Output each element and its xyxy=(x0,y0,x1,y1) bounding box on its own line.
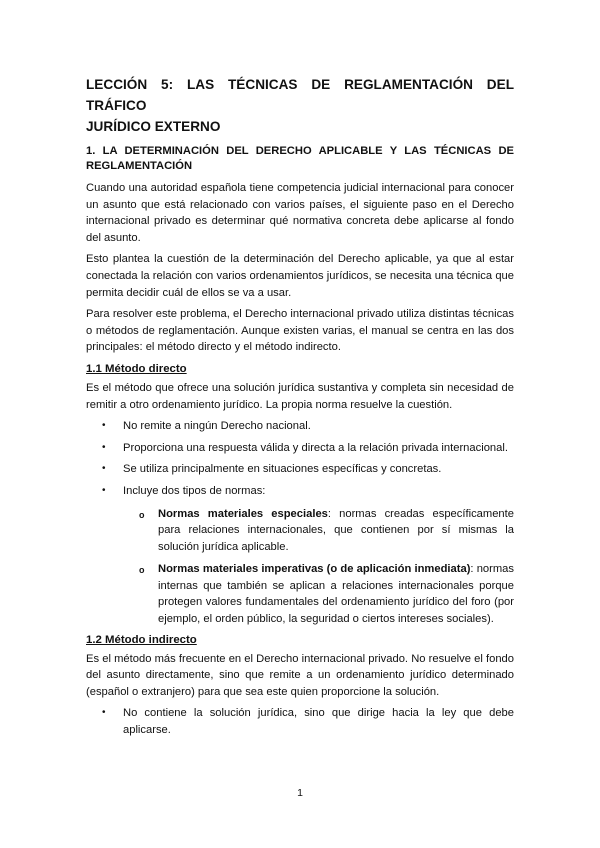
subsection-1-1-heading: 1.1 Método directo xyxy=(86,362,187,375)
section-1-heading-line2: REGLAMENTACIÓN xyxy=(86,160,193,172)
norm-types-list xyxy=(123,506,514,628)
subsection-1-1-paragraph: Es el método que ofrece una solución jurídica sustantiva y completa sin necesidad de remitir a otro ordenamiento jurídico. La propia norma resuelve la cuestión. xyxy=(86,381,514,411)
section-1-heading xyxy=(86,144,514,174)
paragraph-2: Esto plantea la cuestión de la determinación del Derecho aplicable, ya que al estar conectada la relación con varios ordenamientos jurídicos, se necesita una técnica que permita decidir cuál de ellos se va a usar. xyxy=(86,253,514,299)
paragraph-1: Cuando una autoridad española tiene competencia judicial internacional para conocer un asunto que está relacionado con varios países, el siguiente paso en el Derecho internacional privado es determinar qué normativa concreta debe aplicarse al fondo del asunto. xyxy=(86,182,514,244)
subsection-1-2-paragraph: Es el método más frecuente en el Derecho internacional privado. No resuelve el fondo del asunto directamente, sino que remite a un ordenamiento jurídico determinado (español o extranjero) para que sea este quien proporcione la solución. xyxy=(86,652,514,698)
list-item: • No remite a ningún Derecho nacional. xyxy=(86,418,514,435)
norm-type-name: Normas materiales especiales xyxy=(158,507,328,520)
direct-method-list xyxy=(86,418,514,628)
subsection-1-2-heading: 1.2 Método indirecto xyxy=(86,633,197,646)
lesson-title-line1: LECCIÓN 5: LAS TÉCNICAS DE REGLAMENTACIÓN DEL TRÁFICO xyxy=(86,77,514,113)
list-item xyxy=(86,483,514,628)
document-page xyxy=(86,74,514,744)
norm-type-item xyxy=(86,561,514,627)
lesson-title-line2: JURÍDICO EXTERNO xyxy=(86,119,221,134)
norm-type-item xyxy=(86,506,514,556)
lesson-title xyxy=(86,74,514,137)
list-item: • Proporciona una respuesta válida y directa a la relación privada internacional. xyxy=(86,440,514,457)
list-item: • No contiene la solución jurídica, sino que dirige hacia la ley que debe aplicarse. xyxy=(86,705,514,738)
page-number: 1 xyxy=(297,787,303,799)
norm-type-name: Normas materiales imperativas (o de aplicación inmediata) xyxy=(158,563,471,576)
indirect-method-list xyxy=(86,705,514,738)
list-item-text: Incluye dos tipos de normas: xyxy=(123,484,266,497)
list-item: • Se utiliza principalmente en situaciones específicas y concretas. xyxy=(86,461,514,478)
norm-type-description: : normas creadas específicamente para relaciones internacionales, que contienen por sí mismas la solución jurídica aplicable. xyxy=(158,507,514,553)
paragraph-3: Para resolver este problema, el Derecho internacional privado utiliza distintas técnicas o métodos de reglamentación. Aunque existen varias, el manual se centra en las dos principales: el método directo y el método indirecto. xyxy=(86,308,514,354)
section-1-heading-line1: 1. LA DETERMINACIÓN DEL DERECHO APLICABLE Y LAS TÉCNICAS DE xyxy=(86,145,514,157)
norm-type-description: : normas internas que también se aplican a relaciones internacionales porque protegen valores fundamentales del ordenamiento jurídico del foro (por ejemplo, el orden público, la seguridad o ciertos intereses sociales). xyxy=(158,563,514,626)
